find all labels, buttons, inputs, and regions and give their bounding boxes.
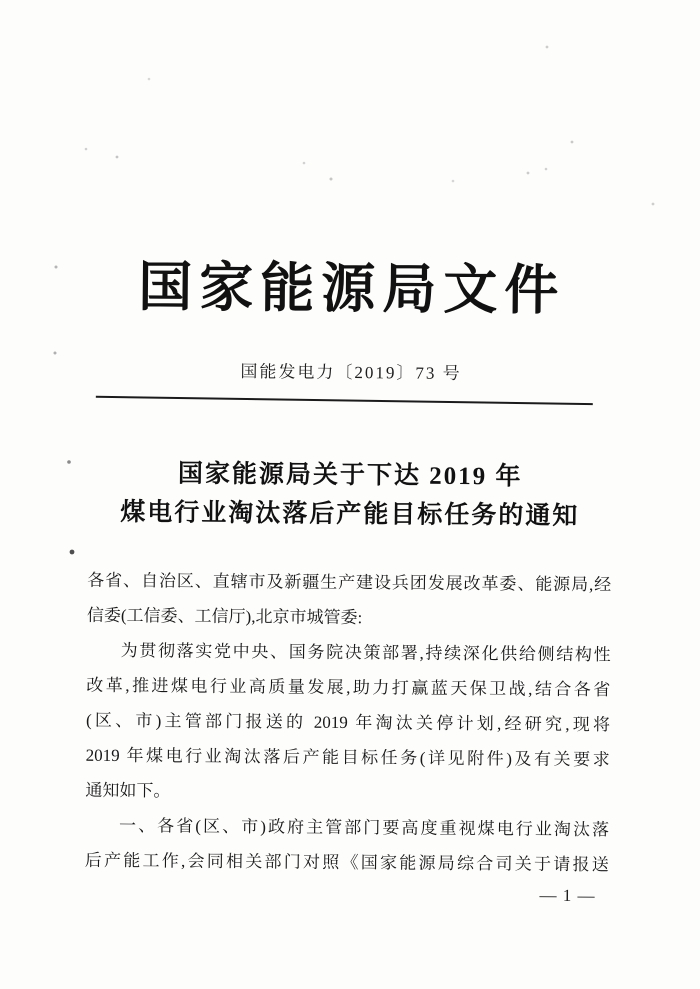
body-line: 为贯彻落实党中央、国务院决策部署,持续深化供给侧结构性 [120,641,611,665]
body-text [85,563,612,883]
document-number: 国能发电力〔2019〕73 号 [240,362,462,383]
scan-speckles [0,0,2,2]
notice-title-line2: 煤电行业淘汰落后产能目标任务的通知 [120,498,580,531]
body-line: 一、各省(区、市)政府主管部门要高度重视煤电行业淘汰落 [119,815,610,840]
notice-title-line1: 国家能源局关于下达 2019 年 [177,460,523,491]
separator-line [96,396,593,405]
body-line: 信委(工信委、工信厅),北京市城管委: [86,605,363,628]
body-line: (区、市)主管部门报送的 2019 年淘汰关停计划,经研究,现将 [85,710,611,735]
body-line: 改革,推进煤电行业高质量发展,助力打赢蓝天保卫战,结合各省 [86,675,611,700]
page-number: — 1 — [539,885,596,906]
document-header-title: 国家能源局文件 [138,257,566,321]
body-line: 2019 年煤电行业淘汰落后产能目标任务(详见附件)及有关要求 [85,745,610,770]
body-line: 后产能工作,会同相关部门对照《国家能源局综合司关于请报送 [84,850,609,875]
notice-title [0,453,700,537]
body-line: 各省、自治区、直辖市及新疆生产建设兵团发展改革委、能源局,经 [87,570,612,595]
body-line: 通知如下。 [85,780,171,801]
